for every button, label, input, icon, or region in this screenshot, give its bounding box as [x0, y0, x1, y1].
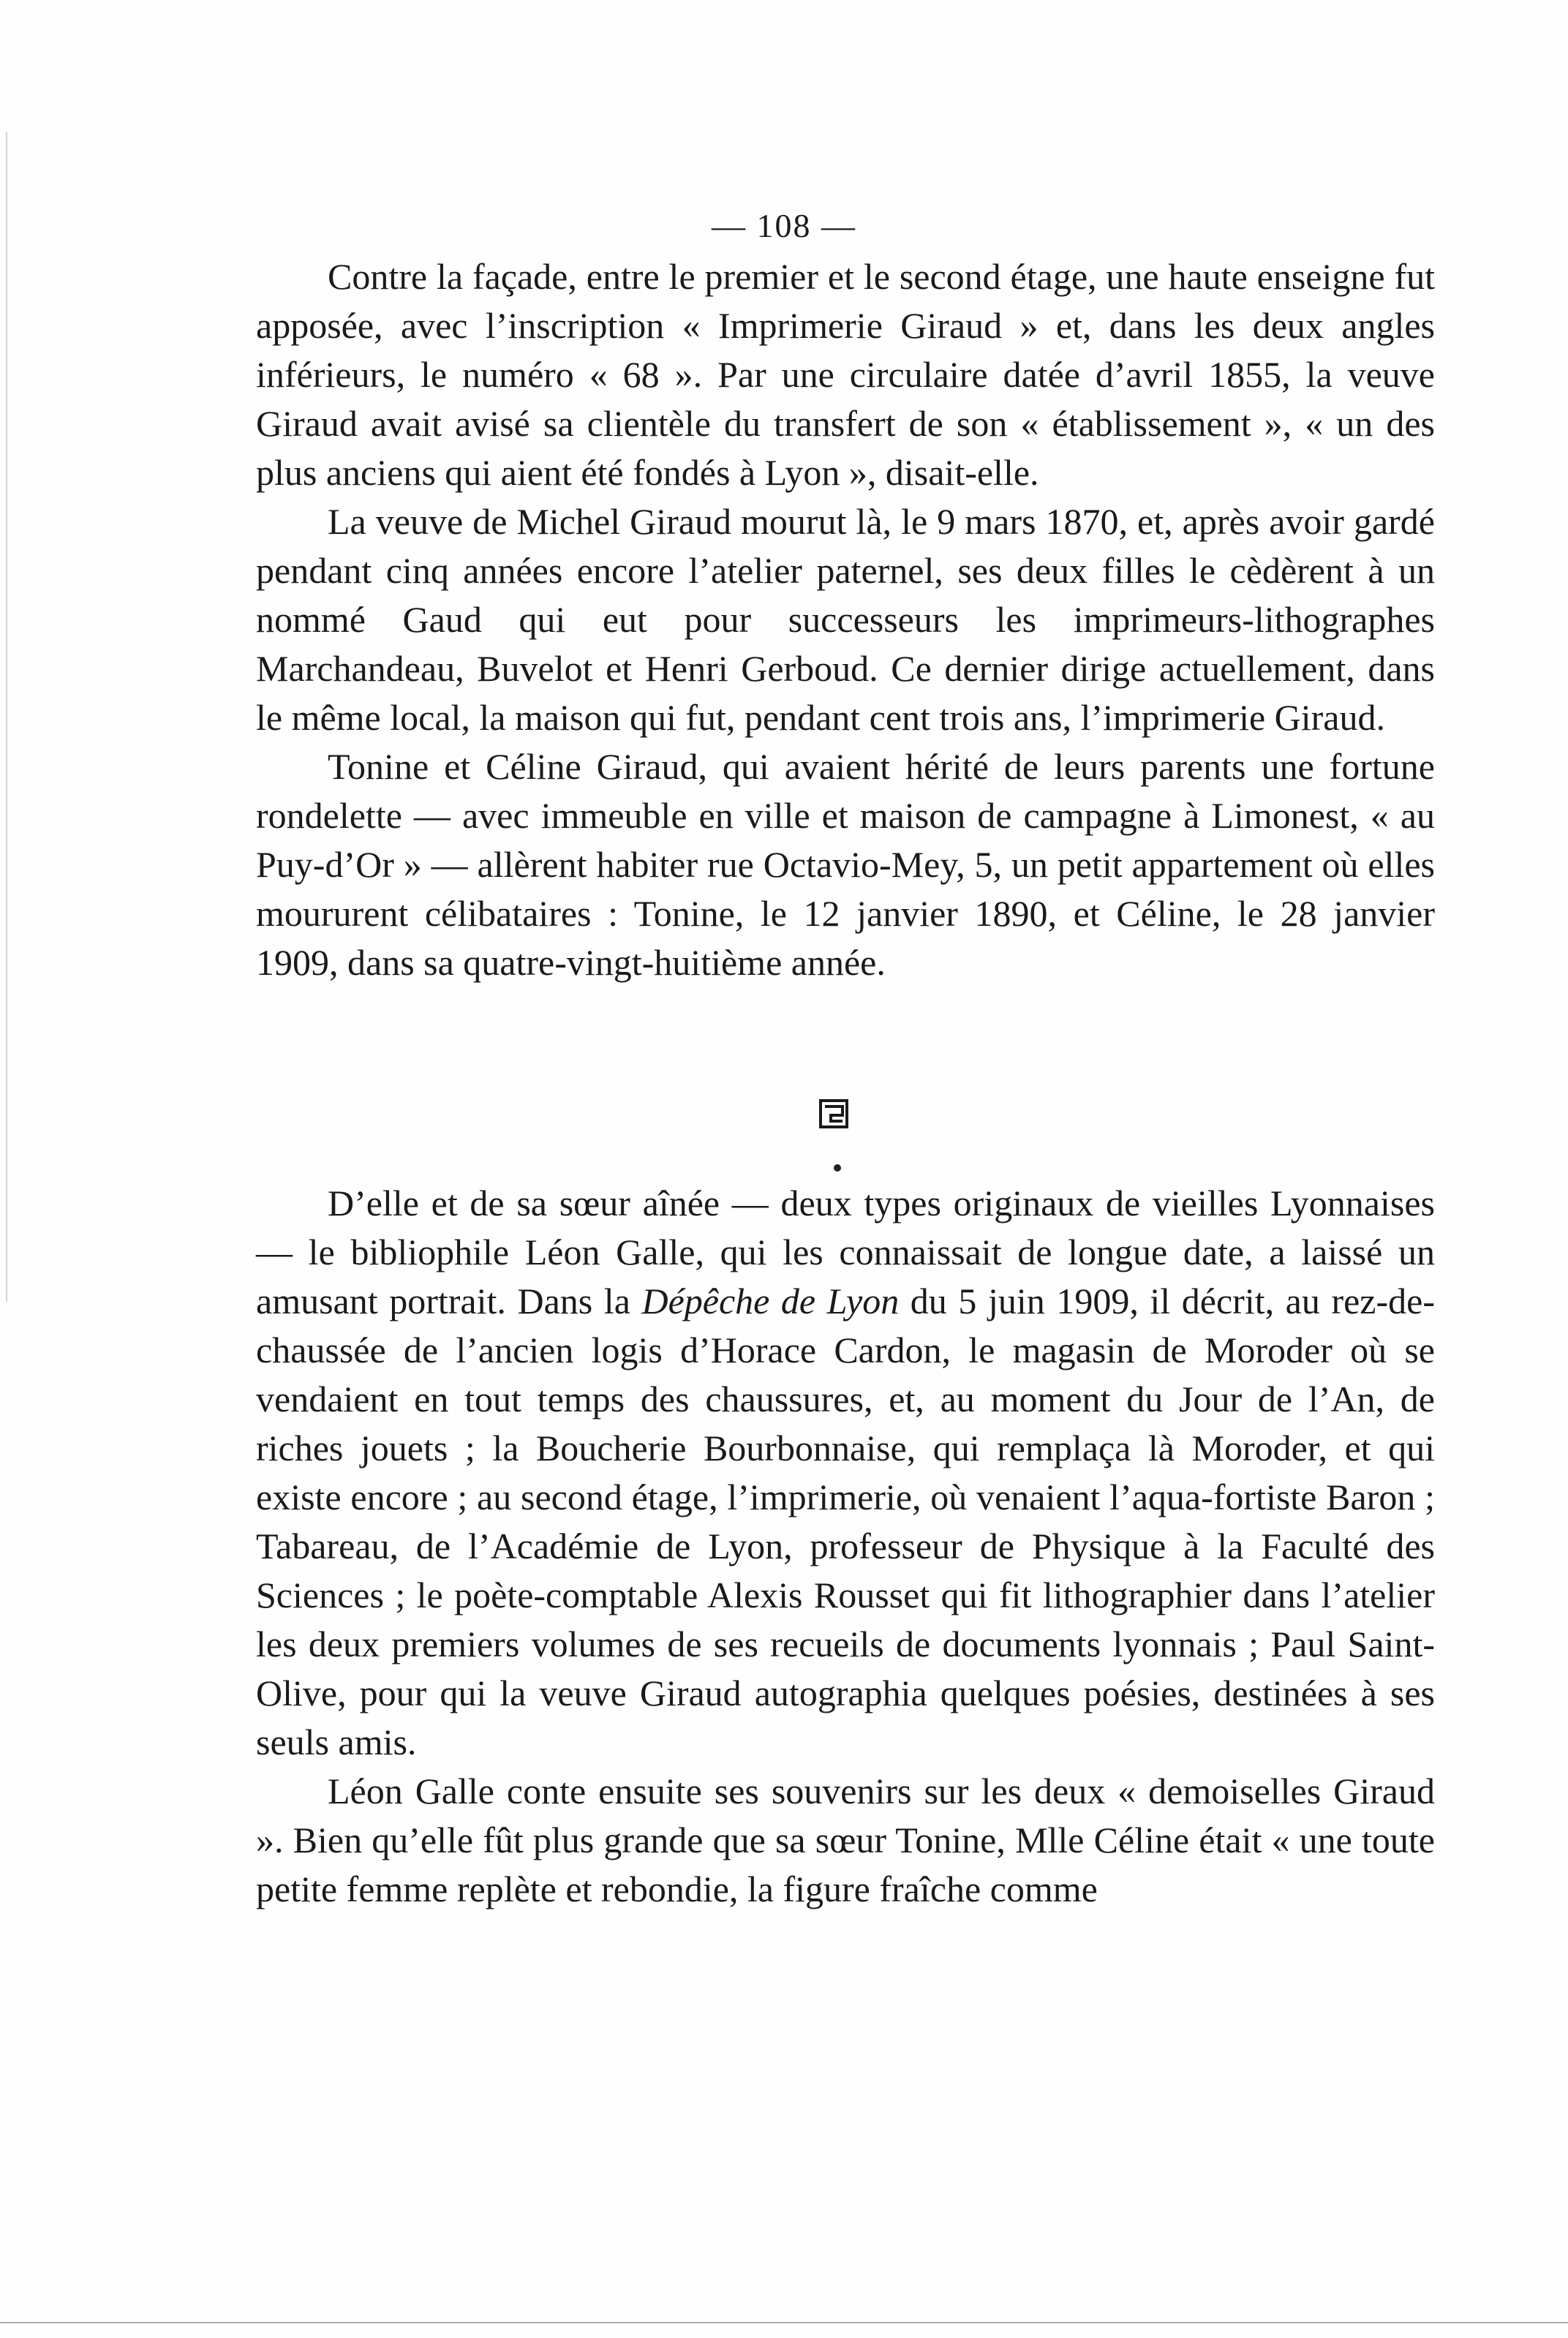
- paragraph: La veuve de Michel Giraud mourut là, le 9 mars 1870, et, après avoir gardé pendant cinq années encore l’atelier paternel, ses deux filles le cèdèrent à un nommé Gaud qui eut pour successeurs les imprimeurs-lithographes Marchandeau, Buvelot et Henri Gerboud. Ce dernier dirige actuellement, dans le même local, la maison qui fut, pendant cent trois ans, l’imprimerie Giraud.: [256, 501, 1435, 738]
- paragraph-text: D’elle et de sa sœur aînée — deux types originaux de vieilles Lyonnaises — le bibliophile Léon Galle, qui les connaissait de longue date, a laissé un amusant portrait. Dans la: [256, 1183, 1435, 1321]
- text-section-1: [256, 252, 1435, 987]
- paragraph: Tonine et Céline Giraud, qui avaient hérité de leurs parents une fortune rondelette — avec immeuble en ville et maison de campagne à Limonest, « au Puy-d’Or » — allèrent habiter rue Octavio-Mey, 5, un petit appartement où elles moururent célibataires : Tonine, le 12 janvier 1890, et Céline, le 28 janvier 1909, dans sa quatre-vingt-huitième année.: [256, 746, 1435, 983]
- paragraph-text: du 5 juin 1909, il décrit, au rez-de-chaussée de l’ancien logis d’Horace Cardon, le magasin de Moroder où se vendaient en tout temps des chaussures, et, au moment du Jour de l’An, de riches jouets ; la Boucherie Bourbonnaise, qui remplaça là Moroder, et qui existe encore ; au second étage, l’imprimerie, où venaient l’aqua-fortiste Baron ; Tabareau, de l’Académie de Lyon, professeur de Physique à la Faculté des Sciences ; le poète-comptable Alexis Rousset qui fit lithographier dans l’atelier les deux premiers volumes de ses recueils de documents lyonnais ; Paul Saint-Olive, pour qui la veuve Giraud autographia quelques poésies, destinées à ses seuls amis.: [256, 1281, 1435, 1762]
- ink-dot: [834, 1164, 841, 1172]
- page-number: — 108 —: [712, 207, 856, 244]
- paragraph: [256, 1179, 1435, 1767]
- paragraph: Léon Galle conte ensuite ses souvenirs sur les deux « demoiselles Giraud ». Bien qu’elle fût plus grande que sa sœur Tonine, Mlle Céline était « une toute petite femme replète et rebondie, la figure fraîche comme: [256, 1771, 1435, 1909]
- newspaper-title: Dépêche de Lyon: [641, 1281, 900, 1321]
- scan-edge-shadow: [6, 132, 7, 1302]
- fret-ornament-icon: [819, 1099, 848, 1128]
- page-bottom-rule: [0, 2322, 1568, 2323]
- paragraph: Contre la façade, entre le premier et le second étage, une haute enseigne fut apposée, avec l’inscription « Imprimerie Giraud » et, dans les deux angles inférieurs, le numéro « 68 ». Par une circulaire datée d’avril 1855, la veuve Giraud avait avisé sa clientèle du transfert de son « établissement », « un des plus anciens qui aient été fondés à Lyon », disait-elle.: [256, 256, 1435, 493]
- text-section-2: [256, 1179, 1435, 1914]
